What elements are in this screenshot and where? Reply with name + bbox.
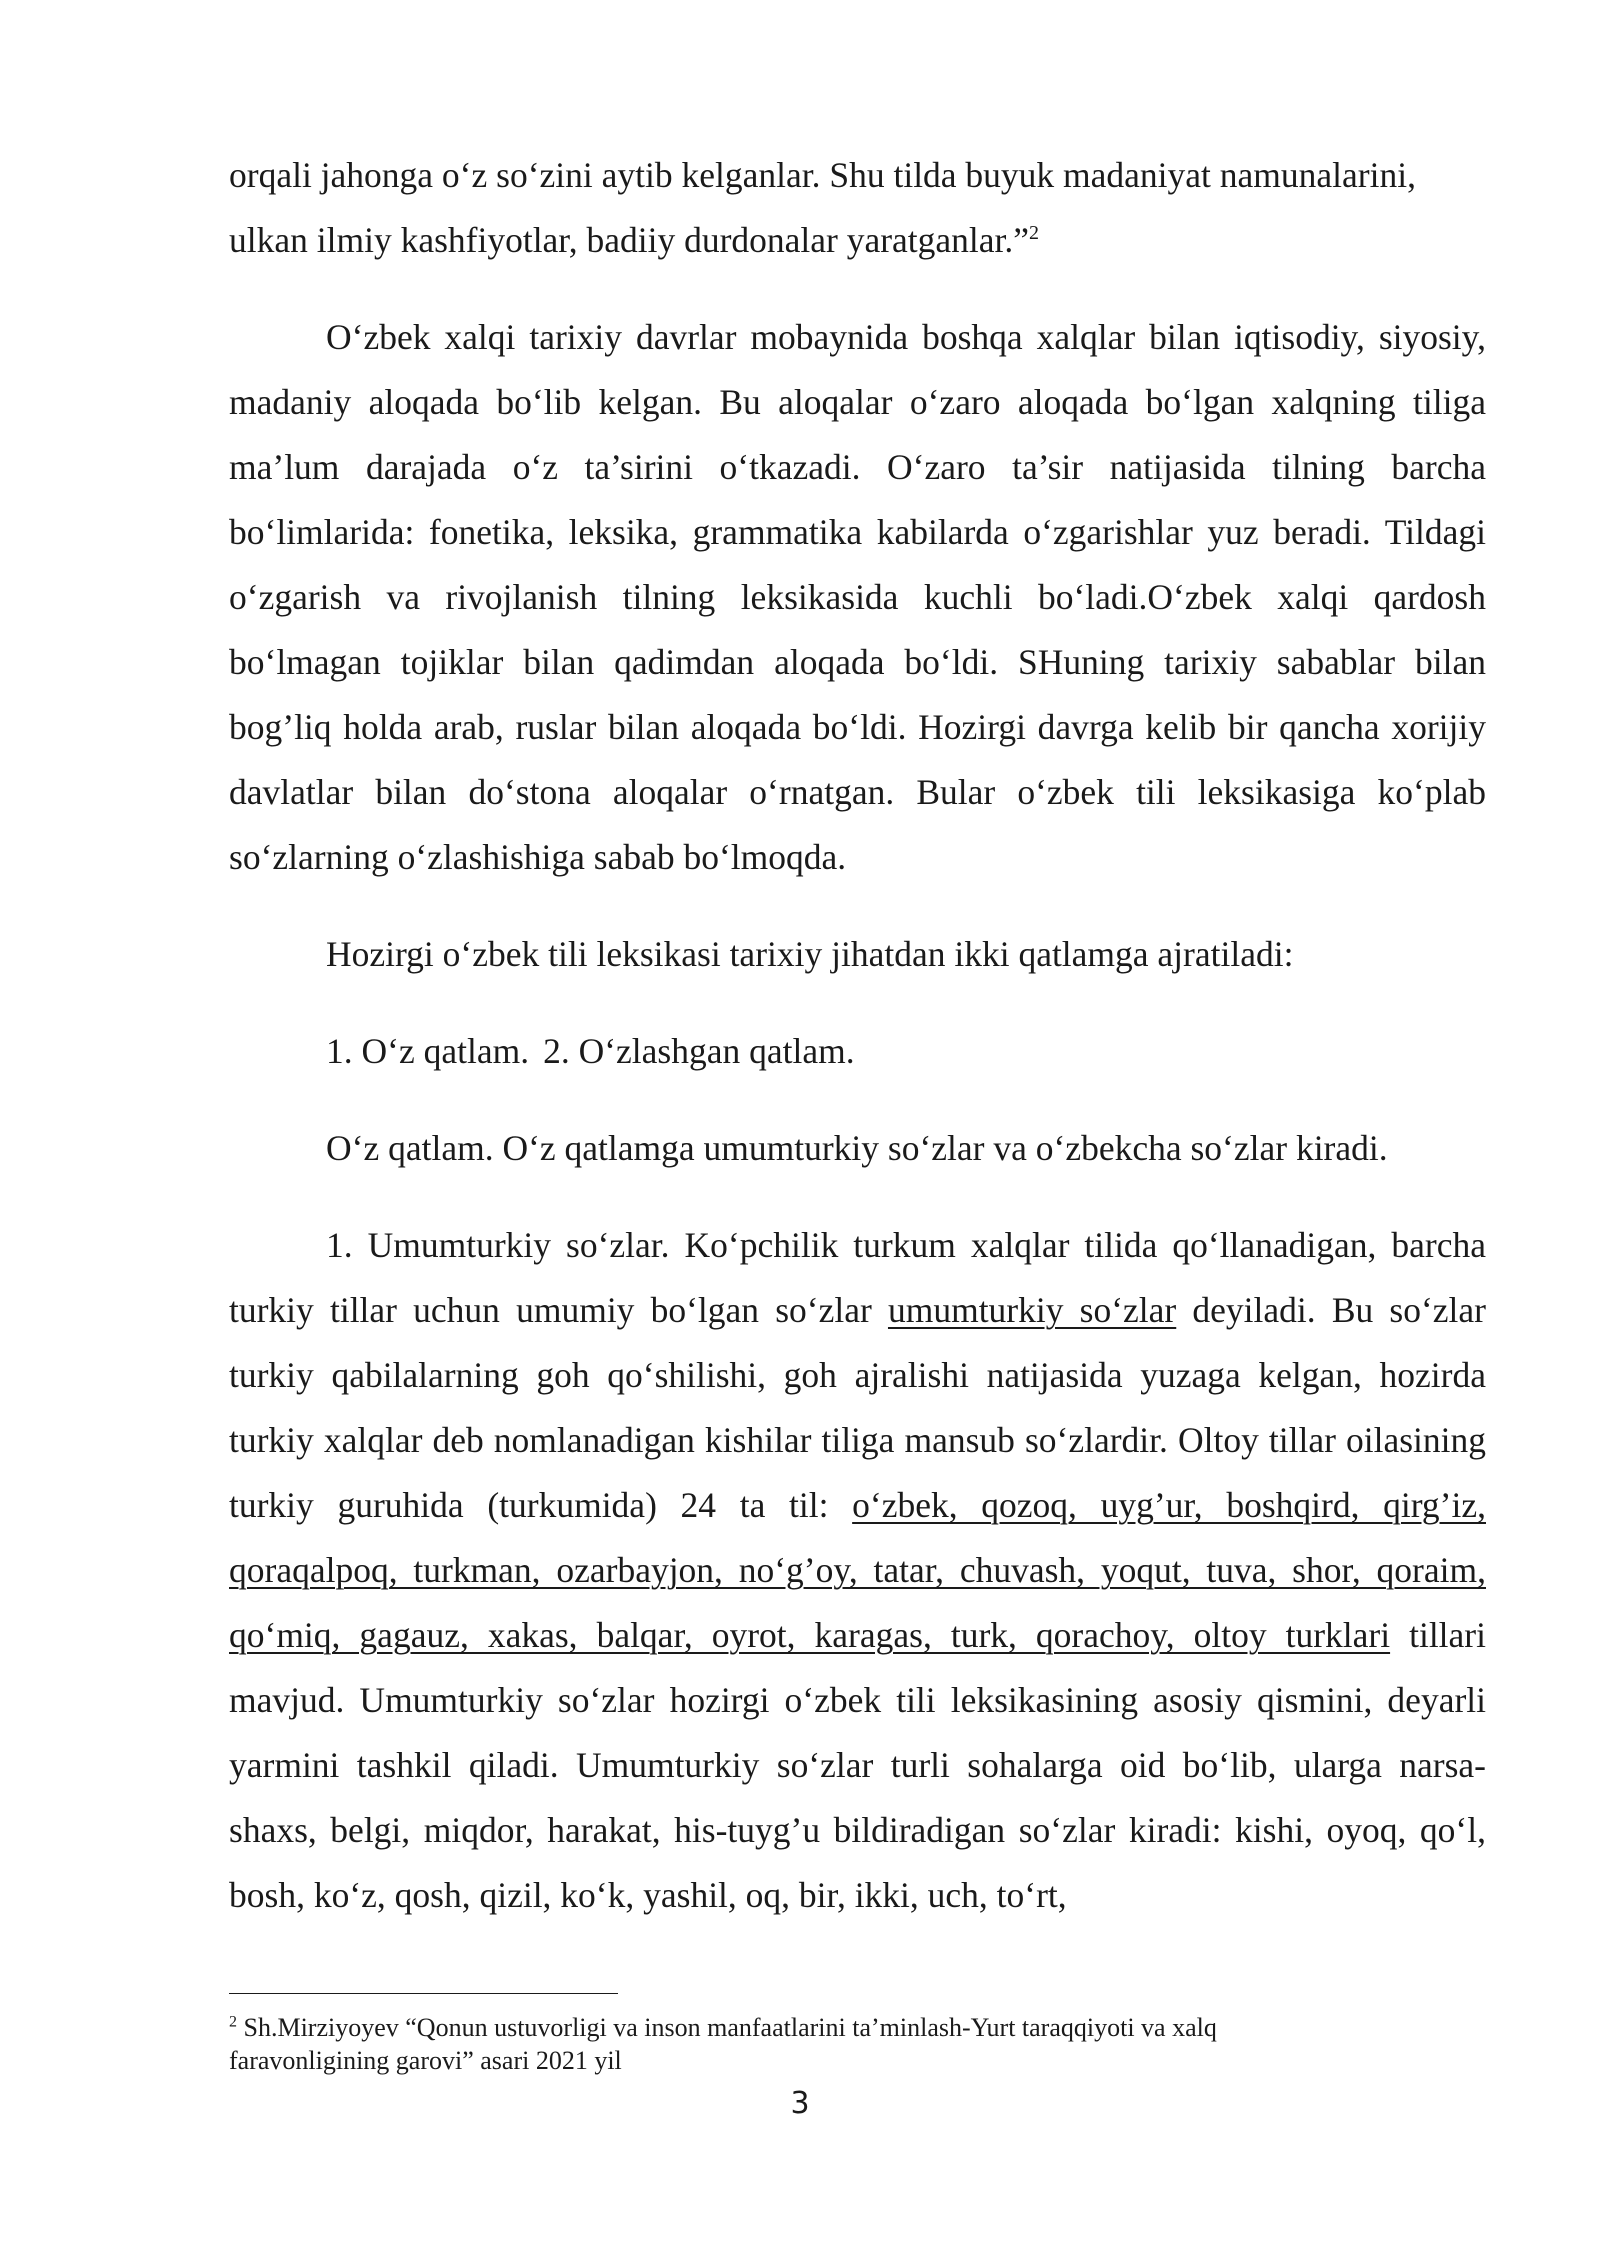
footnote-marker: 2 (229, 2013, 237, 2031)
footnote-text: Sh.Mirziyoyev “Qonun ustuvorligi va inson manfaatlarini ta’minlash-Yurt taraqqiyoti va xalq faravonligining garovi” asari 2021 yil (229, 2013, 1217, 2075)
paragraph-line: ulkan ilmiy kashfiyotlar, badiiy durdonalar yaratganlar.” (229, 220, 1030, 260)
paragraph: Hozirgi o‘zbek tili leksikasi tarixiy jihatdan ikki qatlamga ajratiladi: (326, 934, 1294, 974)
body-text (229, 143, 1486, 1928)
list-item: 2. O‘zlashgan qatlam. (543, 1031, 855, 1071)
underlined-term: umumturkiy so‘zlar (887, 1290, 1177, 1330)
paragraph: O‘zbek xalqi tarixiy davrlar mobaynida boshqa xalqlar bilan iqtisodiy, siyosiy, madaniy aloqada bo‘lib kelgan. Bu aloqalar o‘zaro aloqada bo‘lgan xalqning tiliga ma’lum darajada o‘z ta’sirini o‘tkazadi. O‘zaro ta’sir natijasida tilning barcha bo‘limlarida: fonetika, leksika, grammatika kabilarda o‘zgarishlar yuz beradi. Tildagi o‘zgarish va rivojlanish tilning leksikasida kuchli bo‘ladi.O‘zbek xalqi qardosh bo‘lmagan tojiklar bilan qadimdan aloqada bo‘ldi. SHuning tarixiy sabablar bilan bog’liq holda arab, ruslar bilan aloqada bo‘ldi. Hozirgi davrga kelib bir qancha xorijiy davlatlar bilan do‘stona aloqalar o‘rnatgan. Bular o‘zbek tili leksikasiga ko‘plab so‘zlarning o‘zlashishiga sabab bo‘lmoqda. (229, 317, 1486, 877)
paragraph-continuation (229, 143, 1486, 273)
paragraph-text: deyiladi. Bu so‘zlar turkiy qabilalarning goh qo‘shilishi, goh ajralishi natijasida yuzaga kelgan, hozirda turkiy xalqlar deb nomlanadigan kishilar tiliga mansub so‘zlardir. Oltoy tillar oilasining turkiy guruhida (turkumida) 24 ta til: (229, 1290, 1486, 1525)
list-item: 1. O‘z qatlam. (326, 1031, 530, 1071)
paragraph-spacing (229, 890, 1486, 922)
paragraph-text: tillari mavjud. Umumturkiy so‘zlar hozirgi o‘zbek tili leksikasining asosiy qismini, deyarli yarmini tashkil qiladi. Umumturkiy so‘zlar turli sohalarga oid bo‘lib, ularga narsa-shaxs, belgi, miqdor, harakat, his-tuyg’u bildiradigan so‘zlar kiradi: kishi, oyoq, qo‘l, bosh, ko‘z, qosh, qizil, ko‘k, yashil, oq, bir, ikki, uch, to‘rt, (229, 1615, 1486, 1915)
footnote (229, 2011, 1379, 2077)
paragraph-spacing (229, 273, 1486, 305)
paragraph-spacing (229, 987, 1486, 1019)
paragraph: O‘z qatlam. O‘z qatlamga umumturkiy so‘zlar va o‘zbekcha so‘zlar kiradi. (326, 1128, 1388, 1168)
paragraph-spacing (229, 1084, 1486, 1116)
footnote-reference[interactable]: 2 (1029, 222, 1040, 245)
underlined-language-list: o‘zbek, qozoq, uyg’ur, boshqird, qirg’iz, qoraqalpoq, turkman, ozarbayjon, no‘g’oy, tatar, chuvash, yoqut, tuva, shor, qoraim, qo‘miq, gagauz, xakas, balqar, oyrot, karagas, turk, qorachoy, oltoy turklari (229, 1485, 1486, 1655)
page-number: 3 (790, 2086, 810, 2121)
paragraph-spacing (229, 1181, 1486, 1213)
paragraph-text: 1. Umumturkiy so‘zlar. Ko‘pchilik turkum xalqlar tilida qo‘llanadigan, barcha turkiy tillar uchun umumiy bo‘lgan so‘zlar (229, 1225, 1486, 1330)
paragraph-line: orqali jahonga o‘z so‘zini aytib kelganlar. Shu tilda buyuk madaniyat namunalarini, (229, 155, 1416, 195)
footnote-separator (229, 1993, 618, 1994)
paragraph (229, 1213, 1486, 1928)
numbered-list (229, 1019, 1486, 1084)
